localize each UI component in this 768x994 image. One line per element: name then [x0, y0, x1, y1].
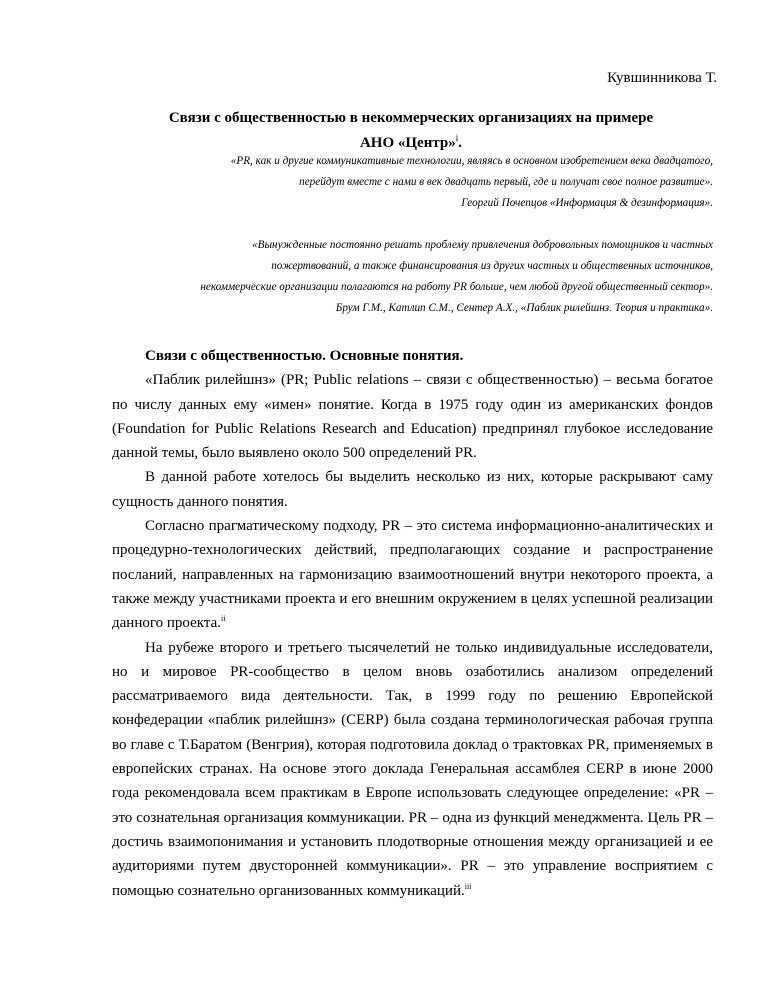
epigraph-line: «PR, как и другие коммуникативные технологии, являясь в основном изобретением века двадцатого,	[230, 155, 713, 167]
paragraph-4-text: На рубеже второго и третьего тысячелетий не только индивидуальные исследователи, но и мировое PR-сообщество в целом вновь озаботились анализом определений рассматриваемого вида деятельности. Так, в 1999 году по решению Европейской конфедерации «паблик рилейшнз» (CERP) была создана терминологическая рабочая группа во главе с Т.Баратом (Венгрия), которая подготовила доклад о трактовках PR, применяемых в европейских странах. На основе этого доклада Генеральная ассамблея CERP в июне 2000 года рекомендовала всем практикам в Европе использовать следующее определение: «PR – это сознательная организация коммуникации. PR – одна из функций менеджмента. Цель PR – достичь взаимопонимания и установить плодотворные отношения между организацией и ее аудиториями путем двусторонней коммуникации». PR – это управление восприятием с помощью сознательно организованных коммуникаций.	[112, 639, 713, 899]
paragraph-3-text: Согласно прагматическому подходу, PR – это система информационно-аналитических и процедурно-технологических действий, предполагающих создание и распространение посланий, направленных на гармонизацию взаимоотношений внутри некоторого проекта, а также между участниками проекта и его внешним окружением в целях успешной реализации данного проекта.	[112, 518, 713, 632]
paragraph-4	[112, 636, 713, 903]
title-org-name: АНО «Центр»	[359, 135, 456, 151]
title-footnote-ref[interactable]: i	[455, 133, 459, 143]
footnote-ref-ii[interactable]: ii	[220, 614, 226, 624]
epigraph-attribution: Георгий Почепцов «Информация & дезинформация».	[461, 197, 713, 209]
section-heading: Связи с общественностью. Основные понятия.	[145, 348, 464, 364]
author-name: Кувшинникова Т.	[607, 70, 717, 86]
epigraph-line: «Вынужденные постоянно решать проблему привлечения добровольных помощников и частных	[252, 239, 713, 251]
paragraph-3	[112, 514, 713, 635]
paragraph-2: В данной работе хотелось бы выделить несколько из них, которые раскрывают саму сущность данного понятия.	[112, 469, 713, 510]
document-title	[113, 108, 709, 153]
epigraph-line: перейдут вместе с нами в век двадцать первый, где и получат свое полное развитие».	[299, 176, 713, 188]
epigraph-line: некоммерческие организации полагаются на работу PR больше, чем любой другой общественный сектор».	[200, 281, 713, 293]
title-line-2	[113, 128, 709, 153]
main-text	[112, 344, 713, 903]
footnote-ref-iii[interactable]: iii	[464, 881, 472, 891]
paragraph-1: «Паблик рилейшнз» (PR; Public relations – связи с общественностью) – весьма богатое по числу данных ему «имен» понятие. Когда в 1975 году один из американских фондов (Foundation for Public Relations Research and Education) предпринял глубокое исследование данной темы, было выявлено около 500 определений PR.	[112, 372, 713, 462]
epigraph-pocheptsov	[231, 151, 713, 214]
epigraph-attribution: Брум Г.М., Катлип С.М., Сентер А.Х., «Паблик рилейшнз. Теория и практика».	[335, 302, 713, 314]
title-line-1: Связи с общественностью в некоммерческих организациях на примере	[168, 110, 654, 126]
epigraph-line: пожертвований, а также финансирования из других частных и общественных источников,	[271, 260, 713, 272]
epigraph-broom	[200, 235, 713, 319]
title-period: .	[458, 135, 463, 151]
